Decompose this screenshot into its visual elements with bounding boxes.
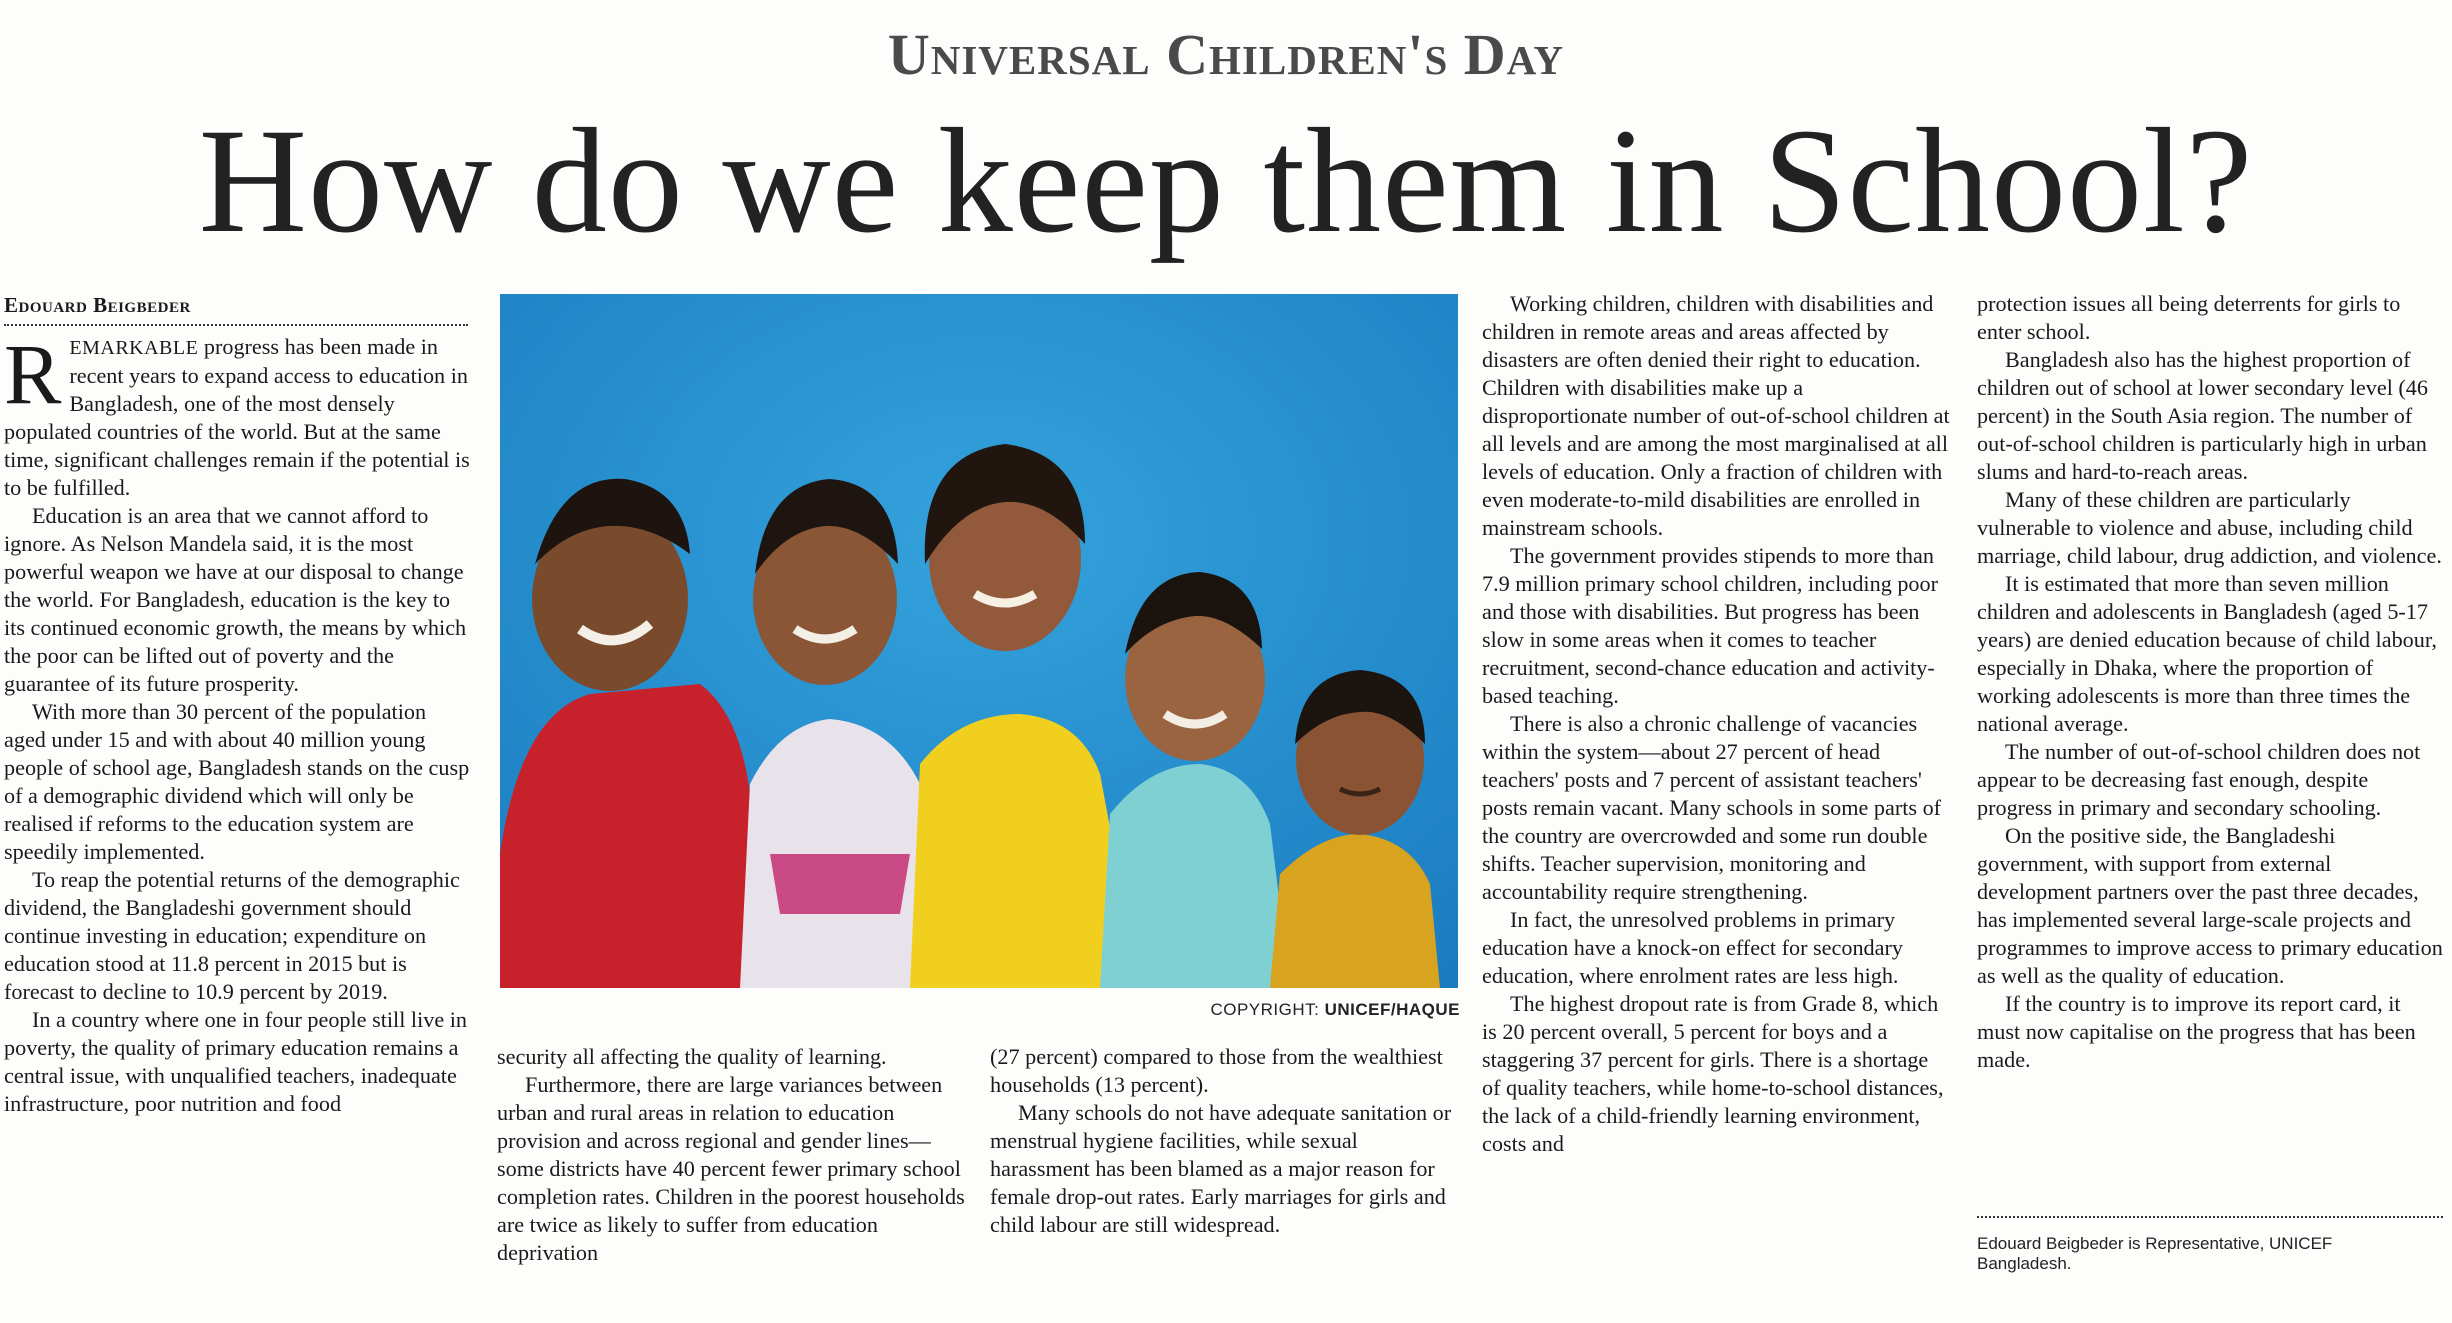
paragraph: On the positive side, the Bangladeshi government, with support from external development partners over the past three decades, has implemented several large-scale projects and programmes to improve access to primary education as well as the quality of education. [1977,823,2443,988]
paragraph: It is estimated that more than seven million children and adolescents in Bangladesh (aged 5-17 years) are denied education because of child labour, especially in Dhaka, where the proportion of working adolescents is more than three times the national average. [1977,571,2437,736]
paragraph: protection issues all being deterrents for girls to enter school. [1977,291,2401,344]
photo-credit [1210,1000,1460,1020]
byline: Edouard Beigbeder [4,292,468,326]
paragraph: With more than 30 percent of the population aged under 15 and with about 40 million young people of school age, Bangladesh stands on the cusp of a demographic dividend which will only be realised if reforms to the education system are speedily implemented. [4,699,470,864]
paragraph: Bangladesh also has the highest proportion of children out of school at lower secondary level (46 percent) in the South Asia region. The number of out-of-school children is particularly high in urban slums and hard-to-reach areas. [1977,347,2428,484]
paragraph: Furthermore, there are large variances between urban and rural areas in relation to education provision and across regional and gender lines—some districts have 40 percent fewer primary school completion rates. Children in the poorest households are twice as likely to suffer from education deprivation [497,1072,965,1265]
paragraph: Education is an area that we cannot afford to ignore. As Nelson Mandela said, it is the most powerful weapon we have at our disposal to change the world. For Bangladesh, education is the key to its continued economic growth, the means by which the poor can be lifted out of poverty and the guarantee of its future prosperity. [4,503,467,696]
lead-paragraph [4,326,470,502]
article-column-4 [1482,290,1952,1158]
paragraph: The highest dropout rate is from Grade 8, which is 20 percent overall, 5 percent for boys and a staggering 37 percent for girls. There is a shortage of quality teachers, while home-to-school distances, the lack of a child-friendly learning environment, costs and [1482,991,1944,1156]
children-photo [500,294,1458,988]
drop-cap: R [4,326,62,422]
end-rule [1977,1216,2443,1218]
paragraph: If the country is to improve its report card, it must now capitalise on the progress that has been made. [1977,991,2416,1072]
paragraph: Many schools do not have adequate sanitation or menstrual hygiene facilities, while sexual harassment has been blamed as a major reason for female drop-out rates. Early marriages for girls and child labour are still widespread. [990,1100,1452,1237]
article-column-5 [1977,290,2447,1074]
author-note: Edouard Beigbeder is Representative, UNICEF Bangladesh. [1977,1234,2333,1273]
paragraph: The government provides stipends to more than 7.9 million primary school children, including poor and those with disabilities. But progress has been slow in some areas when it comes to teacher recruitment, second-chance education and activity-based teaching. [1482,543,1939,708]
article-column-3 [990,1043,1460,1239]
paragraph: In fact, the unresolved problems in primary education have a knock-on effect for secondary education, where enrolment rates are less high. [1482,907,1903,988]
paragraph: Many of these children are particularly vulnerable to violence and abuse, including child marriage, child labour, drug addiction, and violence. [1977,487,2442,568]
paragraph: The number of out-of-school children does not appear to be decreasing fast enough, despite progress in primary and secondary schooling. [1977,739,2421,820]
paragraph: Working children, children with disabilities and children in remote areas and areas affected by disasters are often denied their right to education. Children with disabilities make up a disproportionate number of out-of-school children at all levels and are among the most marginalised at all levels of education. Only a fraction of children with even moderate-to-mild disabilities are enrolled in mainstream schools. [1482,291,1950,540]
photo-credit-label: COPYRIGHT: [1210,1000,1325,1019]
lead-text: progress has been made in recent years to expand access to education in Bangladesh, one of the most densely populated countries of the world. But at the same time, significant challenges remain if the potential is to be fulfilled. [4,334,470,500]
children-photo-illustration [500,294,1458,988]
article-column-1 [4,326,470,1118]
section-kicker: Universal Children's Day [887,22,1565,87]
paragraph: There is also a chronic challenge of vacancies within the system—about 27 percent of head teachers' posts and 7 percent of assistant teachers' posts remain vacant. Many schools in some parts of the country are overcrowded and some run double shifts. Teacher supervision, monitoring and accountability require strengthening. [1482,711,1942,904]
paragraph: security all affecting the quality of learning. [497,1044,887,1069]
paragraph: (27 percent) compared to those from the wealthiest households (13 percent). [990,1044,1443,1097]
photo-credit-source: UNICEF/HAQUE [1324,1000,1460,1019]
lead-caps: EMARKABLE [69,337,199,359]
article-column-2 [497,1043,965,1267]
headline: How do we keep them in School? [198,98,2254,264]
paragraph: In a country where one in four people still live in poverty, the quality of primary education remains a central issue, with unqualified teachers, inadequate infrastructure, poor nutrition and food [4,1007,467,1116]
paragraph: To reap the potential returns of the demographic dividend, the Bangladeshi government should continue investing in education; expenditure on education stood at 11.8 percent in 2015 but is forecast to decline to 10.9 percent by 2019. [4,867,460,1004]
